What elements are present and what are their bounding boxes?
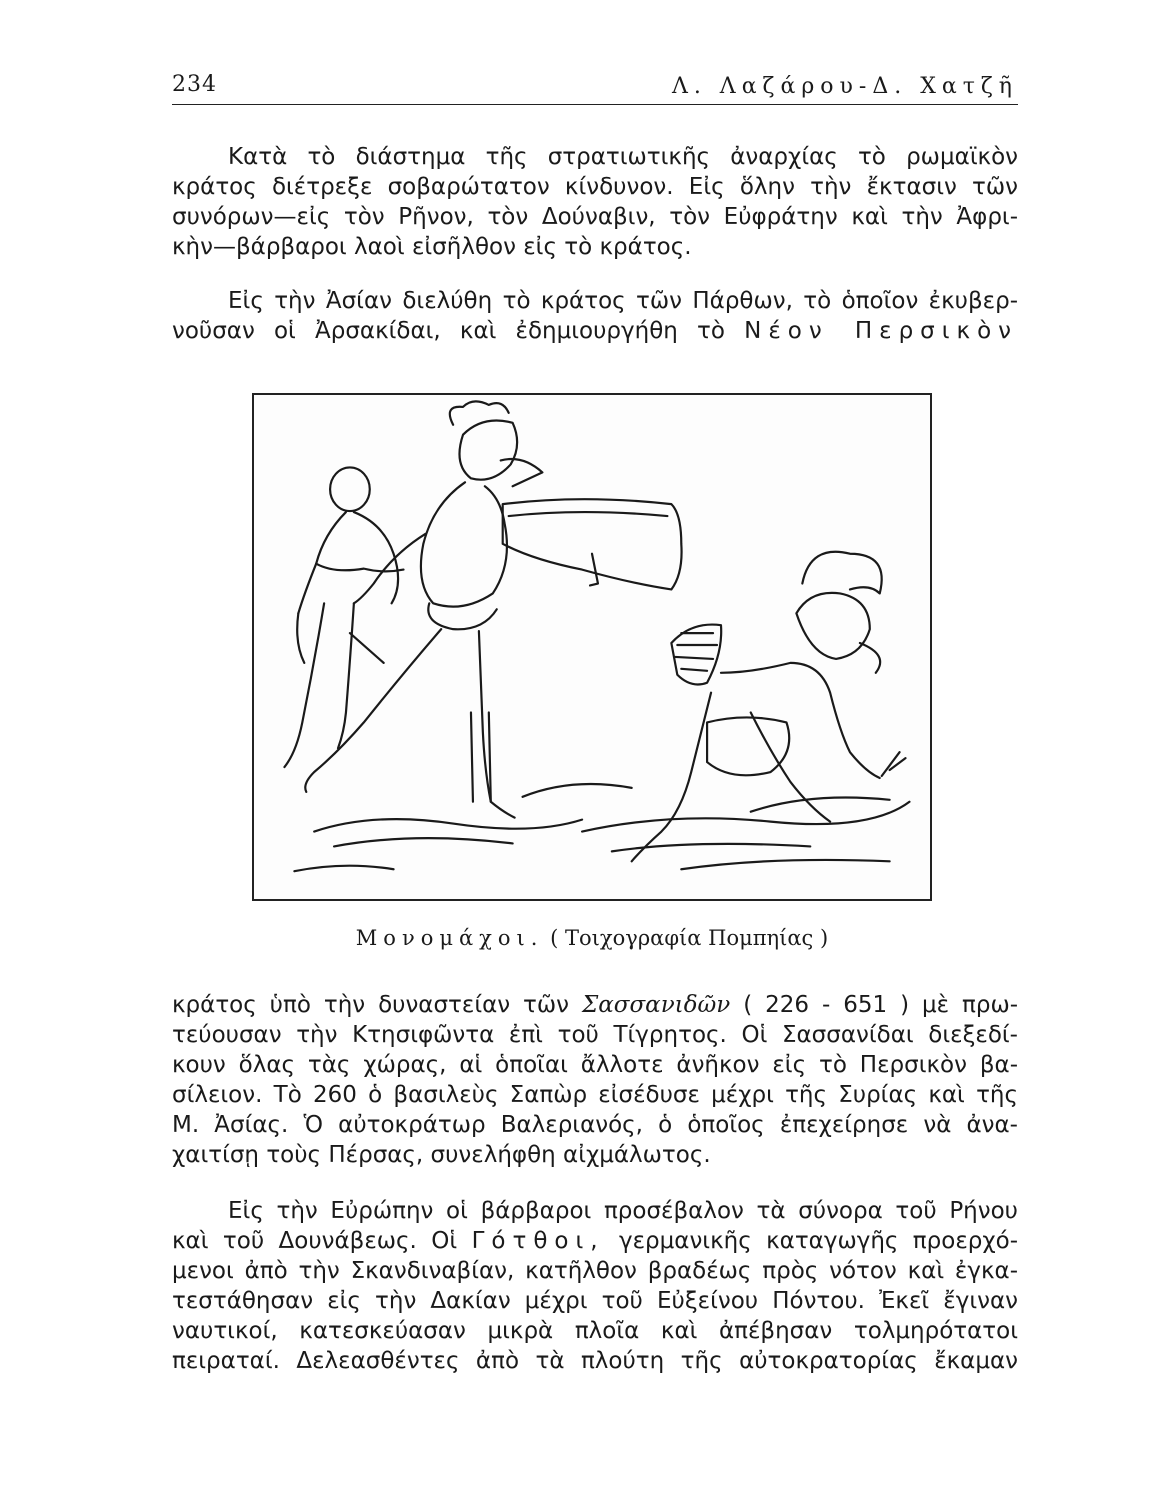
dynasty-name: Σασσανιδῶν (581, 992, 731, 1018)
text-line (172, 990, 1018, 1020)
text-line: σίλειον. Τὸ 260 ὁ βασιλεὺς Σαπὼρ εἰσέδυσε μέχρι τῆς Συρίας καὶ τῆς (172, 1082, 1018, 1108)
text-line (172, 316, 1018, 346)
caption-source: ( Τοιχογραφία Πομπηίας ) (550, 926, 829, 950)
running-head: Λ. Λαζάρου-Δ. Χατζῆ (671, 74, 1018, 99)
page-header (172, 70, 1018, 105)
spaced-term: Νέον Περσικὸν (744, 318, 1019, 344)
text-line: πειραταί. Δελεασθέντες ἀπὸ τὰ πλούτη τῆς αὐτοκρατορίας ἔκαμαν (172, 1348, 1018, 1374)
text-line: Κατὰ τὸ διάστημα τῆς στρατιωτικῆς ἀναρχίας τὸ ρωμαϊκὸν (228, 144, 1018, 170)
spaced-term: Γότθοι, (471, 1228, 605, 1254)
text-line: ναυτικοί, κατεσκεύασαν μικρὰ πλοῖα καὶ ἀπέβησαν τολμηρότατοι (172, 1318, 1018, 1344)
figure-caption (252, 926, 932, 950)
text-segment: γερμανικῆς καταγωγῆς προερχό- (619, 1228, 1019, 1254)
text-line: Εἰς τὴν Εὐρώπην οἱ βάρβαροι προσέβαλον τὰ σύνορα τοῦ Ρήνου (228, 1198, 1018, 1224)
text-line: κὴν—βάρβαροι λαοὶ εἰσῆλθον εἰς τὸ κράτος. (172, 234, 692, 260)
text-line: κράτος διέτρεξε σοβαρώτατον κίνδυνον. Εἰς ὅλην τὴν ἔκτασιν τῶν (172, 174, 1018, 200)
text-segment: ( 226 - 651 ) μὲ πρω- (743, 992, 1019, 1018)
text-segment: νοῦσαν οἱ Ἀρσακίδαι, καὶ ἐδημιουργήθη τὸ (172, 318, 725, 344)
text-segment: κράτος ὑπὸ τὴν δυναστείαν τῶν (172, 992, 570, 1018)
text-line: Μ. Ἀσίας. Ὁ αὐτοκράτωρ Βαλεριανός, ὁ ὁποῖος ἐπεχείρησε νὰ ἀνα- (172, 1112, 1018, 1138)
text-line: τεστάθησαν εἰς τὴν Δακίαν μέχρι τοῦ Εὐξείνου Πόντου. Ἐκεῖ ἔγιναν (172, 1288, 1018, 1314)
fresco-illustration (252, 393, 932, 901)
paragraph-4 (172, 1196, 1018, 1376)
caption-title: Μονομάχοι. (355, 926, 544, 950)
paragraph-1 (172, 142, 1018, 262)
text-line (172, 1226, 1018, 1256)
text-segment: καὶ τοῦ Δουνάβεως. Οἱ (172, 1228, 458, 1254)
paragraph-3 (172, 990, 1018, 1170)
paragraph-2 (172, 286, 1018, 346)
text-line: συνόρων—εἰς τὸν Ρῆνον, τὸν Δούναβιν, τὸν Εὐφράτην καὶ τὴν Ἀφρι- (172, 204, 1018, 230)
text-line: μενοι ἀπὸ τὴν Σκανδιναβίαν, κατῆλθον βραδέως πρὸς νότον καὶ ἐγκα- (172, 1258, 1018, 1284)
text-line: κουν ὅλας τὰς χώρας, αἱ ὁποῖαι ἄλλοτε ἀνῆκον εἰς τὸ Περσικὸν βα- (172, 1052, 1018, 1078)
text-line: τεύουσαν τὴν Κτησιφῶντα ἐπὶ τοῦ Τίγρητος. Οἱ Σασσανίδαι διεξεδί- (172, 1022, 1018, 1048)
text-line: Εἰς τὴν Ἀσίαν διελύθη τὸ κράτος τῶν Πάρθων, τὸ ὁποῖον ἐκυβερ- (228, 288, 1018, 314)
text-line: χαιτίσῃ τοὺς Πέρσας, συνελήφθη αἰχμάλωτος. (172, 1142, 711, 1168)
page-number: 234 (172, 72, 217, 97)
gladiators-drawing (254, 395, 930, 899)
